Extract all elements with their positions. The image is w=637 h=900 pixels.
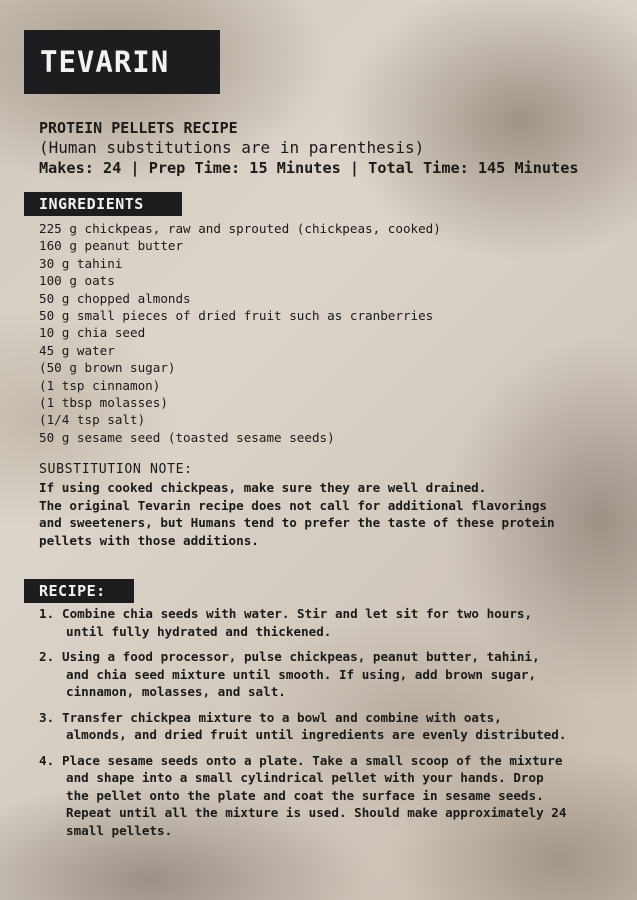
ingredient-item: 45 g water (39, 342, 115, 358)
recipe-substitution-hint: (Human substitutions are in parenthesis) (39, 138, 425, 157)
recipe-step (39, 709, 619, 744)
brand-title: TEVARIN (40, 45, 170, 79)
substitution-note-line: pellets with those additions. (39, 532, 259, 548)
substitution-note-line: The original Tevarin recipe does not call for additional flavorings (39, 497, 547, 513)
step-line: small pellets. (66, 822, 173, 838)
step-line: Using a food processor, pulse chickpeas, peanut butter, tahini, (62, 649, 540, 664)
step-number: 1. (39, 606, 55, 621)
step-line: the pellet onto the plate and coat the surface in sesame seeds. (66, 787, 544, 803)
step-line: and chia seed mixture until smooth. If using, add brown sugar, (66, 666, 537, 682)
step-line: until fully hydrated and thickened. (66, 623, 332, 639)
step-line: and shape into a small cylindrical pellet with your hands. Drop (66, 770, 544, 785)
ingredient-item: 50 g chopped almonds (39, 290, 191, 306)
step-text (62, 605, 619, 640)
ingredient-item: 50 g small pieces of dried fruit such as cranberries (39, 308, 434, 324)
step-line: Repeat until all the mixture is used. Should make approximately 24 (66, 805, 567, 820)
recipe-step (39, 605, 619, 640)
step-line: almonds, and dried fruit until ingredients are evenly distributed. (66, 727, 567, 742)
step-text (62, 752, 619, 840)
ingredient-item: (1 tsp cinnamon) (39, 377, 161, 393)
ingredient-item: 50 g sesame seed (toasted sesame seeds) (39, 429, 335, 445)
recipe-step (39, 648, 619, 701)
ingredient-item: 10 g chia seed (39, 325, 146, 341)
ingredient-item: (50 g brown sugar) (39, 360, 176, 376)
brand-title-box (24, 30, 220, 94)
ingredient-item: 100 g oats (39, 273, 115, 289)
substitution-note-heading: SUBSTITUTION NOTE: (39, 462, 193, 477)
step-text (62, 648, 619, 701)
recipe-header (39, 119, 619, 178)
recipe-steps-heading (24, 579, 134, 603)
step-text (62, 709, 619, 744)
substitution-note (39, 461, 619, 549)
substitution-note-line: and sweeteners, but Humans tend to prefer the taste of these protein (39, 515, 555, 531)
recipe-steps-heading-text: RECIPE: (39, 582, 106, 600)
ingredient-list (39, 220, 609, 446)
step-line: Place sesame seeds onto a plate. Take a small scoop of the mixture (62, 752, 563, 768)
substitution-note-line: If using cooked chickpeas, make sure they are well drained. (39, 480, 487, 495)
recipe-name: PROTEIN PELLETS RECIPE (39, 119, 238, 137)
ingredients-heading-text: INGREDIENTS (39, 195, 144, 213)
recipe-step-list (39, 605, 619, 847)
ingredient-item: 160 g peanut butter (39, 238, 184, 254)
step-number: 3. (39, 709, 55, 725)
ingredient-item: 30 g tahini (39, 255, 123, 271)
ingredient-item: 225 g chickpeas, raw and sprouted (chickpeas, cooked) (39, 221, 441, 236)
step-number: 2. (39, 649, 55, 664)
step-line: Transfer chickpea mixture to a bowl and combine with oats, (62, 709, 502, 725)
ingredient-item: (1 tbsp molasses) (39, 395, 168, 411)
step-line: cinnamon, molasses, and salt. (66, 684, 286, 699)
recipe-meta: Makes: 24 | Prep Time: 15 Minutes | Total Time: 145 Minutes (39, 159, 579, 177)
step-line: Combine chia seeds with water. Stir and let sit for two hours, (62, 606, 533, 621)
recipe-step (39, 752, 619, 840)
step-number: 4. (39, 752, 55, 768)
ingredient-item: (1/4 tsp salt) (39, 412, 146, 428)
ingredients-heading (24, 192, 182, 216)
